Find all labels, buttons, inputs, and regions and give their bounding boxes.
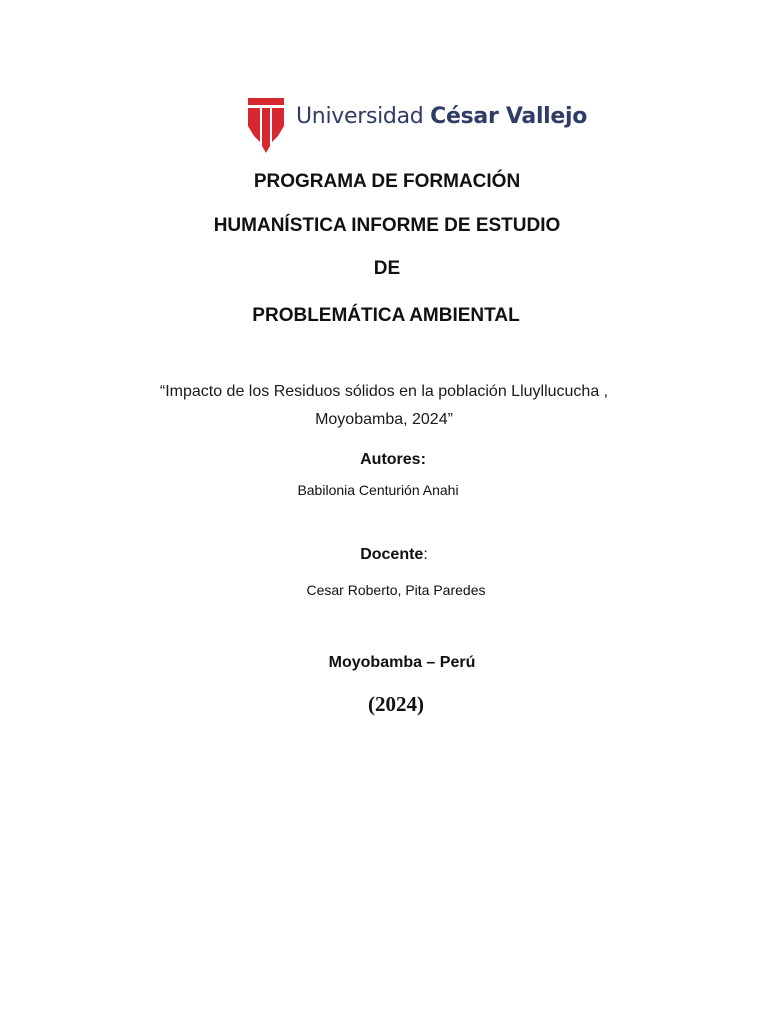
teacher-name: Cesar Roberto, Pita Paredes — [306, 582, 486, 598]
authors-label: Autores: — [360, 451, 426, 468]
university-name — [296, 104, 587, 129]
program-title-line-4: PROBLEMÁTICA AMBIENTAL — [252, 305, 520, 326]
location: Moyobamba – Perú — [328, 654, 476, 671]
program-title-line-2: HUMANÍSTICA INFORME DE ESTUDIO — [213, 215, 561, 236]
teacher-label-colon: : — [423, 546, 428, 563]
study-title-line-2: Moyobamba, 2024” — [315, 411, 453, 428]
study-title-line-1: “Impacto de los Residuos sólidos en la población Lluyllucucha , — [159, 383, 609, 400]
university-name-part2: César Vallejo — [430, 104, 588, 129]
program-title-line-3: DE — [373, 258, 401, 279]
university-logo — [246, 96, 588, 156]
ucv-shield-icon — [246, 96, 286, 156]
university-name-part1: Universidad — [296, 104, 424, 129]
teacher-label-row — [10, 546, 768, 564]
author-name: Babilonia Centurión Anahi — [297, 482, 459, 498]
teacher-label: Docente — [360, 546, 424, 563]
program-title-line-1: PROGRAMA DE FORMACIÓN — [253, 171, 521, 192]
year: (2024) — [368, 692, 424, 716]
